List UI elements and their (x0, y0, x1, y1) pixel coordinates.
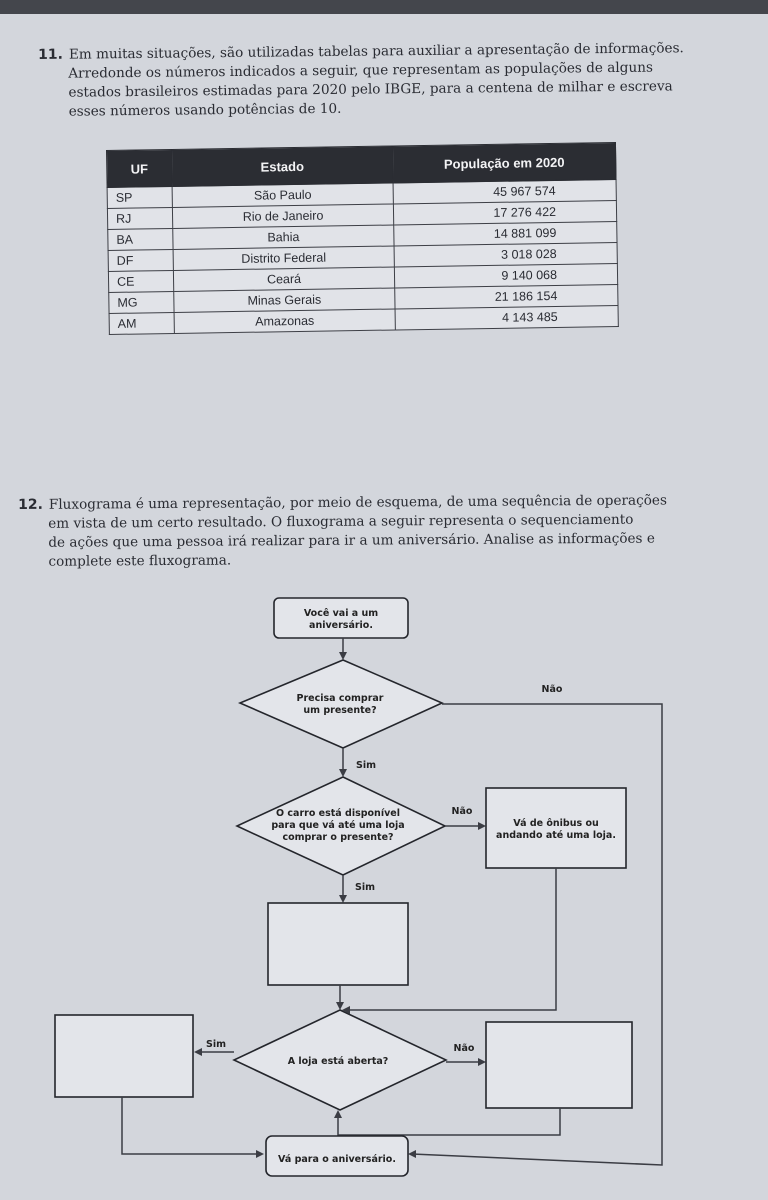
question-11 (38, 39, 685, 122)
label-yes: Sim (356, 760, 376, 771)
start-text: aniversário. (309, 620, 373, 631)
decision-need-gift (240, 660, 442, 748)
column-header-populacao: População em 2020 (392, 142, 616, 182)
column-header-estado: Estado (171, 146, 393, 186)
label-no: Não (541, 684, 563, 695)
populacao-cell: 17 276 422 (393, 200, 616, 225)
decision-text: O carro está disponível (276, 808, 400, 819)
start-text: Você vai a um (303, 608, 379, 619)
arrow-head (478, 1058, 486, 1066)
populacao-cell: 45 967 574 (393, 179, 616, 204)
decision-text: um presente? (303, 705, 377, 716)
question-number: 11. (38, 46, 63, 63)
uf-cell: MG (109, 291, 174, 313)
question-text-line: esses números usando potências de 10. (68, 100, 342, 120)
populacao-cell: 3 018 028 (394, 242, 617, 267)
column-header-uf: UF (107, 149, 173, 187)
label-yes: Sim (206, 1039, 226, 1050)
arrow-head (334, 1110, 342, 1118)
empty-box-buy (55, 1015, 193, 1097)
population-table (106, 142, 619, 335)
uf-cell: RJ (107, 207, 172, 229)
populacao-cell: 9 140 068 (394, 263, 617, 288)
uf-cell: BA (108, 228, 173, 250)
question-text-line: estados brasileiros estimadas para 2020 pelo IBGE, para a centena de milhar e escreva (68, 78, 673, 101)
question-text-line: em vista de um certo resultado. O fluxograma a seguir representa o sequenciamento (48, 511, 634, 532)
label-no: Não (451, 806, 473, 817)
empty-box-drive (268, 903, 408, 985)
decision-text: Precisa comprar (296, 693, 384, 704)
estado-cell: São Paulo (172, 183, 393, 207)
question-text-line: Fluxograma é uma representação, por meio de esquema, de uma sequência de operações (48, 492, 667, 513)
bus-text: Vá de ônibus ou (513, 818, 599, 829)
flowchart (0, 590, 768, 1190)
estado-cell: Amazonas (174, 309, 395, 333)
uf-cell: DF (108, 249, 173, 271)
populacao-cell: 4 143 485 (395, 305, 618, 330)
top-edge (0, 0, 768, 14)
question-12 (18, 491, 667, 572)
populacao-cell: 21 186 154 (395, 284, 618, 309)
arrow-head (336, 1002, 344, 1010)
question-text-line: Arredonde os números indicados a seguir, que representam as populações de alguns (68, 59, 653, 82)
question-text-line: complete este fluxograma. (48, 552, 232, 570)
arrow-head (408, 1150, 416, 1158)
arrow-head (194, 1048, 202, 1056)
arrow-head (339, 769, 347, 777)
uf-cell: SP (107, 186, 172, 208)
label-no: Não (453, 1043, 475, 1054)
estado-cell: Ceará (173, 267, 394, 291)
empty-box-other-store (486, 1022, 632, 1108)
uf-cell: AM (109, 312, 174, 334)
question-number: 12. (18, 496, 43, 513)
decision-text: A loja está aberta? (287, 1056, 389, 1067)
estado-cell: Minas Gerais (174, 288, 395, 312)
bus-text: andando até uma loja. (496, 830, 616, 841)
connector (338, 1108, 560, 1135)
label-yes: Sim (355, 882, 375, 893)
decision-text: para que vá até uma loja (271, 820, 405, 831)
estado-cell: Rio de Janeiro (172, 204, 393, 228)
populacao-cell: 14 881 099 (394, 221, 617, 246)
uf-cell: CE (108, 270, 173, 292)
question-text-line: Em muitas situações, são utilizadas tabelas para auxiliar a apresentação de informações. (68, 40, 684, 63)
decision-text: comprar o presente? (282, 832, 394, 843)
arrow-head (339, 895, 347, 903)
arrow-head (478, 822, 486, 830)
connector (122, 1097, 260, 1154)
arrow-head (256, 1150, 264, 1158)
arrow-head (339, 652, 347, 660)
end-text: Vá para o aniversário. (278, 1154, 396, 1165)
question-text-line: de ações que uma pessoa irá realizar para ir a um aniversário. Analise as informações e (48, 530, 655, 551)
estado-cell: Bahia (173, 225, 394, 249)
estado-cell: Distrito Federal (173, 246, 394, 270)
